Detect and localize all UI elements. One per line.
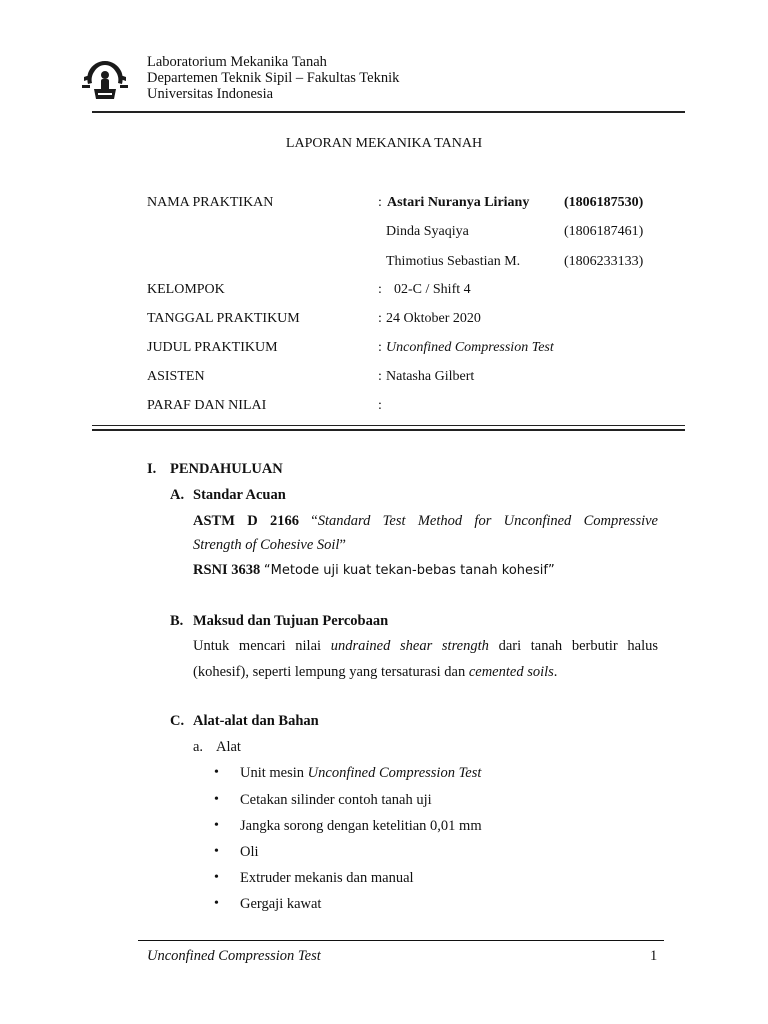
header-lab: Laboratorium Mekanika Tanah (147, 54, 327, 70)
purpose-text: Untuk mencari nilai (193, 638, 322, 654)
page-number: 1 (650, 948, 658, 964)
tanggal-label: TANGGAL PRAKTIKUM (147, 311, 300, 326)
list-a-number: a. (193, 739, 204, 755)
list-item (240, 870, 414, 887)
list-a-title: Alat (216, 739, 241, 755)
astm-open-quote: “ (311, 513, 318, 529)
asisten-value: Natasha Gilbert (386, 369, 475, 384)
subsection-a-title: Standar Acuan (193, 487, 286, 503)
subsection-a-number: A. (170, 487, 185, 503)
member-name: Astari Nuranya Liriany (387, 195, 530, 210)
subsection-c-title: Alat-alat dan Bahan (193, 713, 319, 729)
list-item-text: Gergaji kawat (240, 896, 322, 912)
list-item-text: Unit mesin (240, 765, 308, 781)
subsection-b-number: B. (170, 613, 184, 629)
member-name: Thimotius Sebastian M. (386, 254, 521, 269)
member-npm: (1806187461) (564, 224, 644, 239)
footer-title: Unconfined Compression Test (147, 948, 321, 964)
paraf-label: PARAF DAN NILAI (147, 398, 267, 413)
bullet-icon: • (214, 870, 219, 885)
report-title: LAPORAN MEKANIKA TANAH (285, 136, 483, 151)
tanggal-colon: : (378, 311, 382, 326)
paraf-colon: : (378, 398, 382, 413)
astm-reference-line2 (193, 537, 346, 554)
purpose-text: dari tanah berbutir halus (498, 638, 659, 654)
asisten-label: ASISTEN (147, 369, 205, 384)
rsni-reference (193, 562, 555, 579)
member-name: Dinda Syaqiya (386, 224, 469, 239)
judul-label: JUDUL PRAKTIKUM (147, 340, 278, 355)
member-npm: (1806233133) (564, 254, 644, 269)
list-item-text: Cetakan silinder contoh tanah uji (240, 792, 432, 808)
list-item (240, 792, 432, 809)
rsni-code: RSNI 3638 (193, 562, 261, 578)
subsection-c-number: C. (170, 713, 185, 729)
purpose-term: cemented soils (468, 664, 554, 680)
purpose-term: undrained shear strength (330, 638, 489, 654)
list-item-emphasis: Unconfined Compression Test (307, 765, 482, 781)
judul-value: Unconfined Compression Test (386, 340, 554, 355)
bullet-icon: • (214, 792, 219, 807)
tanggal-value: 24 Oktober 2020 (386, 311, 481, 326)
footer-rule (138, 940, 664, 941)
kelompok-colon: : (378, 282, 382, 297)
kelompok-label: KELOMPOK (147, 282, 225, 297)
purpose-text: (kohesif), seperti lempung yang tersaturasi dan (193, 664, 466, 680)
astm-close-quote: ” (339, 537, 346, 553)
purpose-period: . (553, 664, 558, 680)
member-npm: (1806187530) (564, 195, 644, 210)
list-item-text: Jangka sorong dengan ketelitian 0,01 mm (240, 818, 482, 834)
header-department: Departemen Teknik Sipil – Fakultas Teknik (147, 70, 400, 86)
list-item-text: Oli (240, 844, 259, 860)
section-number: I. (147, 461, 157, 477)
astm-code: ASTM D 2166 (193, 513, 299, 529)
nama-colon: : (378, 195, 382, 210)
purpose-line2 (193, 664, 557, 681)
list-item (240, 765, 481, 782)
astm-title-part1: Standard Test Method for Unconfined Compressive (317, 513, 658, 529)
header-rule (92, 111, 685, 113)
list-item-text: Extruder mekanis dan manual (240, 870, 414, 886)
list-item (240, 844, 259, 861)
header-university: Universitas Indonesia (147, 86, 274, 102)
info-rule-bottom (92, 429, 685, 431)
bullet-icon: • (214, 896, 219, 911)
list-item (240, 818, 482, 835)
university-logo (80, 55, 130, 105)
bullet-icon: • (214, 765, 219, 780)
asisten-colon: : (378, 369, 382, 384)
list-item (240, 896, 321, 913)
rsni-title: “Metode uji kuat tekan-bebas tanah kohesif” (263, 563, 555, 578)
judul-colon: : (378, 340, 382, 355)
purpose-line1 (193, 638, 658, 655)
bullet-icon: • (214, 818, 219, 833)
kelompok-value: 02-C / Shift 4 (394, 282, 471, 297)
astm-title-part2: Strength of Cohesive Soil (193, 537, 340, 553)
astm-reference-line1 (193, 513, 658, 530)
section-title: PENDAHULUAN (170, 461, 283, 477)
bullet-icon: • (214, 844, 219, 859)
subsection-b-title: Maksud dan Tujuan Percobaan (193, 613, 389, 629)
nama-label: NAMA PRAKTIKAN (147, 195, 274, 210)
info-rule-top (92, 425, 685, 426)
